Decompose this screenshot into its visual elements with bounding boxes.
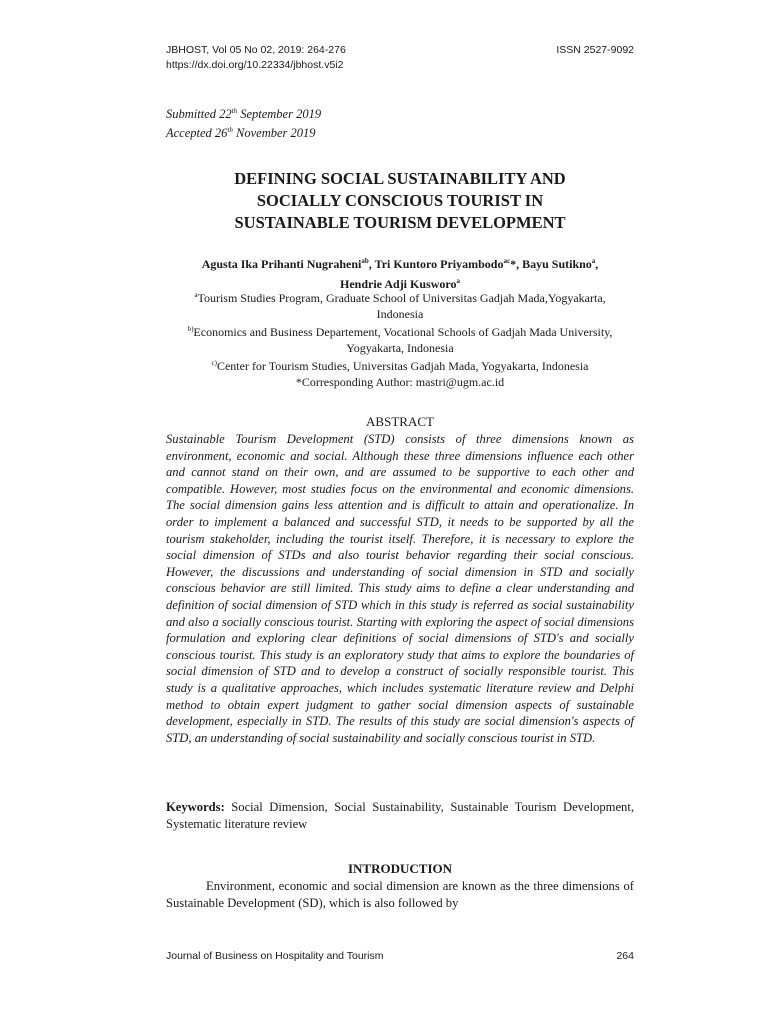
keywords-text: Social Dimension, Social Sustainability, Sustainable Tourism Development, Systematic literature review — [166, 800, 634, 831]
submitted-date: Submitted 22th September 2019 — [166, 107, 322, 122]
affiliations: $^a$Tourism Studies Program, Graduate School of Universitas Gadjah Mada,Yogyakarta, Indonesia $^{b)}$Economics and Business Departement, Vocational Schools of Gadjah Mada University, Yogyakarta, Indonesia $^{c)}$Center for Tourism Studies, Universitas Gadjah Mada, Yogyakarta, Indonesia *Corresponding Author: mastri@ugm.ac.id — [166, 288, 634, 391]
doi-link[interactable]: https://dx.doi.org/10.22334/jbhost.v5i2 — [166, 59, 344, 71]
introduction-text: Environment, economic and social dimension are known as the three dimensions of Sustainable Development (SD), which is also followed by — [166, 879, 634, 910]
accepted-date: Accepted 26th November 2019 — [166, 126, 316, 141]
submission-dates — [166, 103, 321, 141]
introduction-heading: INTRODUCTION — [347, 861, 452, 876]
running-header — [166, 43, 346, 73]
journal-citation: JBHOST, Vol 05 No 02, 2019: 264-276 — [166, 44, 346, 56]
affiliation-c: $^{c)}$Center for Tourism Studies, Universitas Gadjah Mada, Yogyakarta, Indonesia — [211, 359, 589, 374]
keywords — [166, 799, 634, 832]
keywords-label: Keywords: — [166, 800, 225, 814]
affiliation-a: $^a$Tourism Studies Program, Graduate School of Universitas Gadjah Mada,Yogyakarta, — [194, 291, 606, 305]
paper-title: DEFINING SOCIAL SUSTAINABILITY AND SOCIALLY CONSCIOUS TOURIST IN SUSTAINABLE TOURISM DEVELOPMENT — [234, 169, 566, 232]
author-list: Agusta Ika Prihanti Nugraheni$^{ab}$, Tri Kuntoro Priyambodo$^{ac}$*, Bayu Sutikno$^a$, Hendrie Adji Kusworo$^a$ — [201, 257, 599, 291]
page-number: 264 — [616, 950, 634, 962]
corresponding-author: *Corresponding Author: mastri@ugm.ac.id — [295, 374, 505, 389]
abstract-text: Sustainable Tourism Development (STD) consists of three dimensions known as environment, economic and social. Although these three dimensions influence each other and cannot stand on their own, and are assumed to be supportive to each other and compatible. However, most studies focus on the environmental and economic dimensions. The social dimension gains less attention and is difficult to attain and operationalize. In order to implement a balanced and successful STD, it needs to be supported by all the tourism stakeholder, including the tourist itself. Therefore, it is necessary to explore the social dimension of STDs and also tourist behavior regarding their social conscious. However, the discussions and understanding of social dimension in STD and socially conscious behavior are still limited. This study aims to define a clear understanding and definition of social dimension of STD which in this study is referred as social sustainability and also a socially conscious tourist. Starting with exploring the aspect of social dimensions formulation and exploring clear definitions of social dimensions of STD's and socially conscious tourist. This study is an exploratory study that aims to explore the boundaries of social dimension of STD and to develop a construct of socially responsible tourist. This study is a qualitative approaches, which includes systematic literature review and Delphi method to obtain expert judgment to gather social dimension aspects of sustainable development, especially in STD. The results of this study are social dimension's aspects of STD, an understanding of social sustainability and socially conscious tourist in STD. — [166, 432, 634, 745]
issn: ISSN 2527-9092 — [556, 44, 634, 56]
affiliation-b: $^{b)}$Economics and Business Departement, Vocational Schools of Gadjah Mada University, — [187, 325, 613, 340]
footer-journal-name: Journal of Business on Hospitality and Tourism — [166, 950, 384, 962]
abstract-heading: ABSTRACT — [366, 414, 434, 429]
